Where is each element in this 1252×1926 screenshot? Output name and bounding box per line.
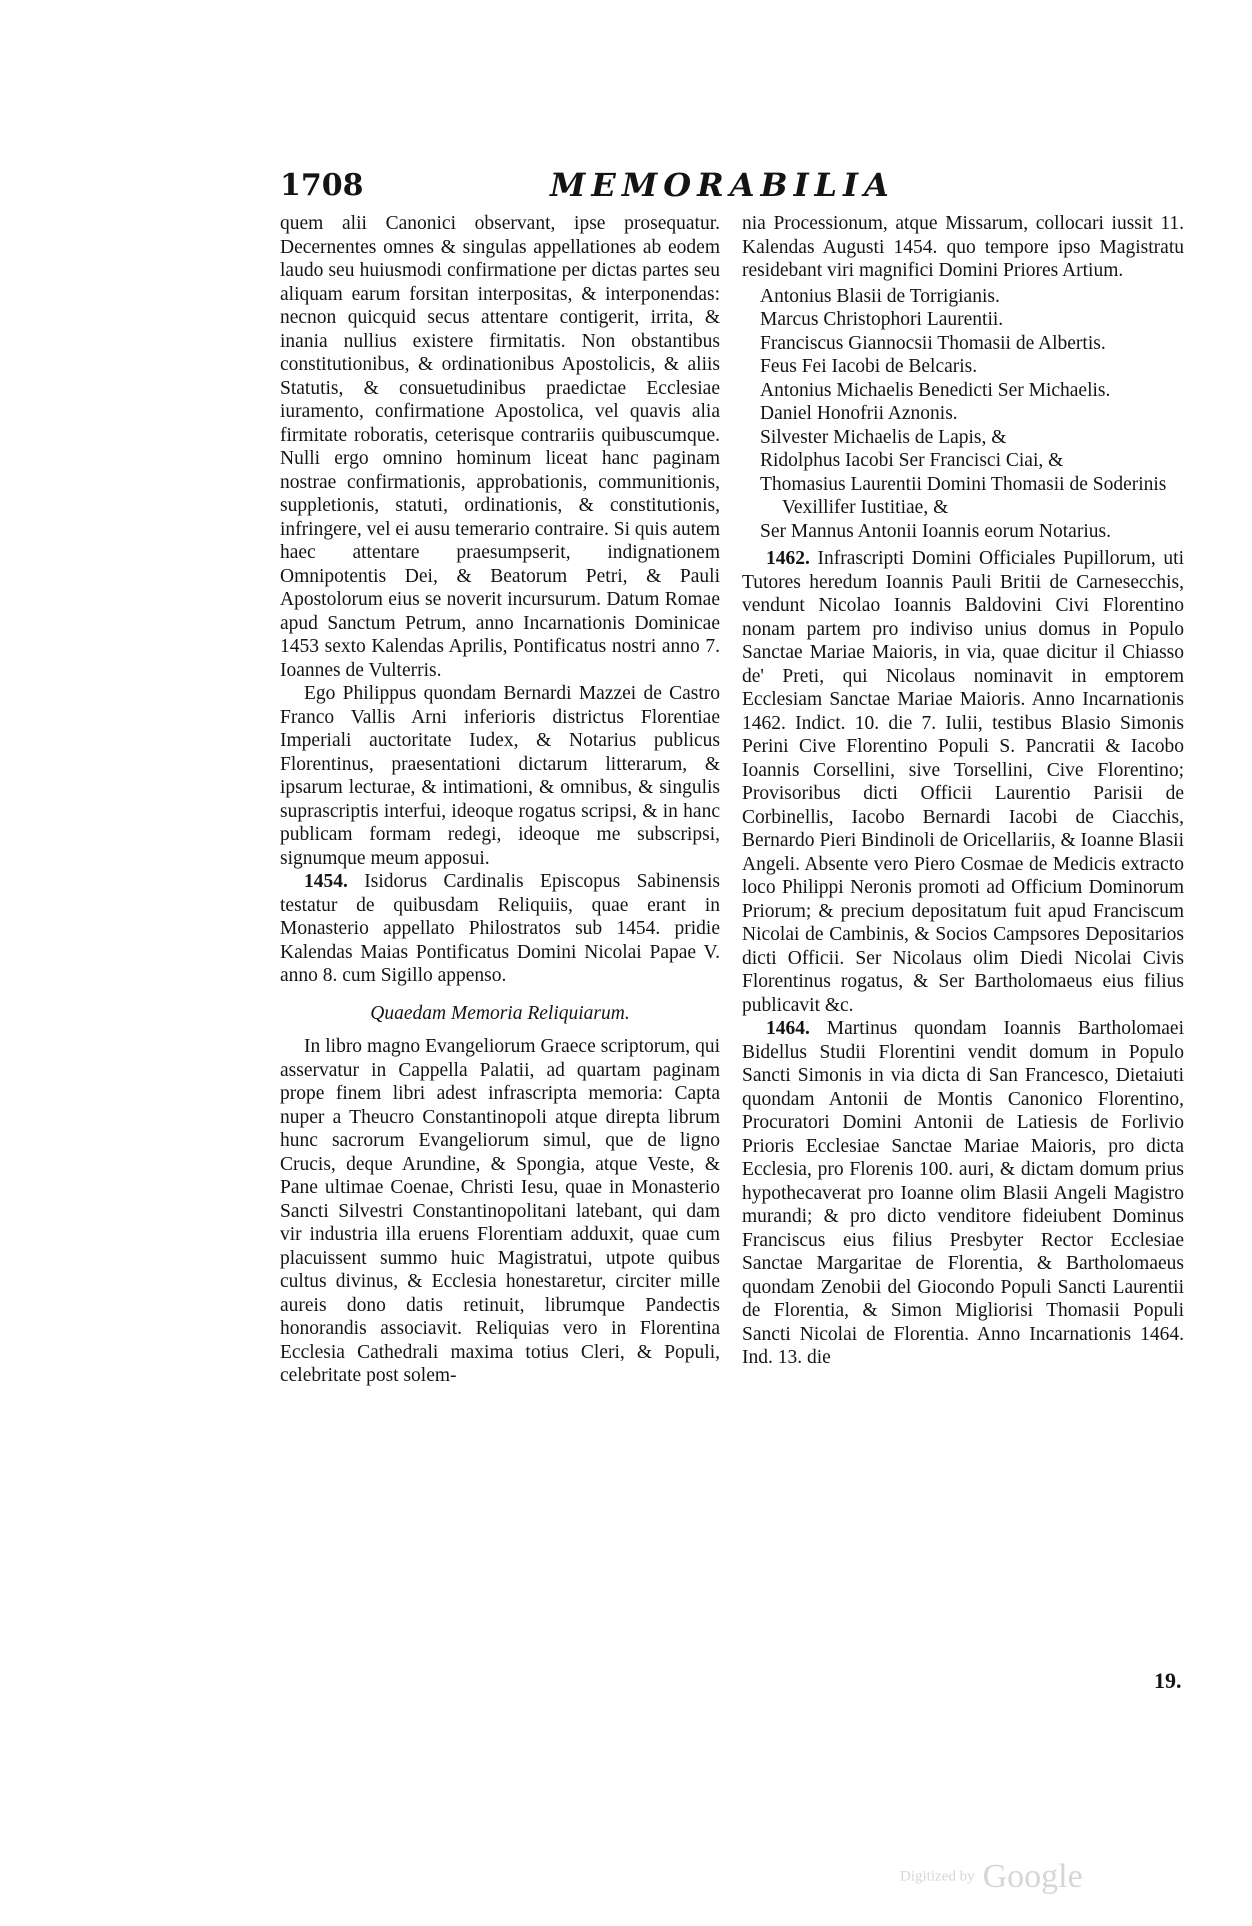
right-paragraph-3-text: Martinus quondam Ioannis Bartholomaei Bidellus Studii Florentini vendit domum in Populo Sancti Simonis in via dicta di San Francesco, Dietaiuti quondam Antonii de Montis Canonico Florentino, Procuratori Domini Antonii de Latiesis de Forlivio Prioris Ecclesiae Sanctae Mariae Maioris, pro dicta Ecclesia, pro Florenis 100. auri, & dictam domum prius hypothecaverat pro Ioanne olim Blasii Angeli Magistro murandi; & pro dicto venditore fideiubent Dominus Franciscus eius filius Presbyter Rector Ecclesiae Sanctae Margaritae de Florentia, & Bartholomaeus quondam Zenobii del Giocondo Populi Sancti Laurentii de Florentia, & Simon Migliorisi Thomasii Populi Sancti Nicolai de Florentia. Anno Incarnationis 1464. Ind. 13. die bbox=[742, 1018, 1185, 1368]
priors-list bbox=[760, 285, 1184, 544]
year-1464: 1464. bbox=[766, 1018, 810, 1039]
digitized-watermark bbox=[900, 1858, 1083, 1896]
running-head: MEMORABILIA bbox=[550, 166, 895, 204]
watermark-prefix: Digitized by bbox=[900, 1868, 975, 1885]
section-heading: Quaedam Memoria Reliquiarum. bbox=[370, 1002, 630, 1024]
page-number: 1708 bbox=[280, 168, 364, 203]
left-column bbox=[280, 212, 720, 1388]
list-item: Feus Fei Iacobi de Belcaris. bbox=[760, 356, 978, 377]
list-item: Antonius Michaelis Benedicti Ser Michaelis. bbox=[760, 379, 1111, 401]
right-paragraph-2-text: Infrascripti Domini Officiales Pupillorum, uti Tutores heredum Ioannis Pauli Britii de Carnesecchis, vendunt Nicolao Ioannis Baldovini Civi Florentino nonam partem pro indiviso unius domus in Populo Sanctae Mariae Maioris, in via, quae dicitur il Chiasso de' Preti, qui Nicolaus nominavit in emptorem Ecclesiam Sanctae Mariae Maioris. Anno Incarnationis 1462. Indict. 10. die 7. Iulii, testibus Blasio Simonis Perini Cive Florentino Populi S. Pancratii & Iacobo Ioannis Corsellini, sive Torsellini, Cive Florentino; Provisoribus dicti Officii Laurentio Parisii de Corbinellis, Iacobo Bernardi Iacobi de Ciacchis, Bernardo Pieri Bindinoli de Oricellariis, & Ioanne Blasii Angeli. Absente vero Piero Cosmae de Medicis extracto loco Philippi Neronis promoti ad Officium Dominorum Priorum; & precium depositatum fuit apud Franciscum Nicolai de Cambinis, & Socios Campsores Depositarios dicti Officii. Ser Nicolaus olim Diedi Nicolai Civis Florentinus rogatus, & Ser Bartholomaeus eius filius publicavit &c. bbox=[742, 548, 1184, 1016]
year-1462: 1462. bbox=[766, 548, 810, 569]
list-item: Ser Mannus Antonii Ioannis eorum Notarius. bbox=[760, 520, 1111, 542]
left-paragraph-1: quem alii Canonici observant, ipse prosequatur. Decernentes omnes & singulas appellationes ab eodem laudo seu huiusmodi confirmatione per dictas partes seu aliquam earum forsitan interpositas, & interponendas: necnon quicquid secus attentare contigerit, irrita, & inania nullius existere firmitatis. Non obstantibus constitutionibus, & ordinationibus Apostolicis, & aliis Statutis, & consuetudinibus praedictae Ecclesiae iuramento, confirmatione Apostolica, vel quavis alia firmitate roboratis, ceterisque contrariis quibuscumque. Nulli ergo omnino hominum liceat hanc paginam nostrae confirmationis, approbationis, communitionis, suppletionis, statuti, ordinationis, & constitutionis, infringere, vel ei ausu temerario contraire. Si quis autem haec attentare praesumpserit, indignationem Omnipotentis Dei, & Beatorum Petri, & Pauli Apostolorum eius se noverit incursurum. Datum Romae apud Sanctum Petrum, anno Incarnationis Dominicae 1453 sexto Kalendas Aprilis, Pontificatus nostri anno 7. Ioannes de Vulterris. bbox=[280, 213, 720, 681]
list-item: Daniel Honofrii Aznonis. bbox=[760, 403, 958, 424]
list-item: Silvester Michaelis de Lapis, & bbox=[760, 426, 1007, 448]
signature-mark: 19. bbox=[1154, 1668, 1182, 1693]
list-item: Antonius Blasii de Torrigianis. bbox=[760, 285, 1000, 307]
left-paragraph-3-text: Isidorus Cardinalis Episcopus Sabinensis testatur de quibusdam Reliquiis, quae erant in Monasterio appellato Philostratos sub 1454. pridie Kalendas Maias Pontificatus Domini Nicolai Papae V. anno 8. cum Sigillo appenso. bbox=[280, 871, 720, 986]
watermark-brand: Google bbox=[982, 1858, 1083, 1895]
left-paragraph-2: Ego Philippus quondam Bernardi Mazzei de Castro Franco Vallis Arni inferioris districtus Florentiae Imperiali auctoritate Iudex, & Notarius publicus Florentinus, praesentationi dictarum litterarum, & ipsarum lecturae, & intimationi, & omnibus, & singulis suprascriptis interfui, ideoque rogatus scripsi, & in hanc publicam formam redegi, ideoque me subscripsi, signumque meum apposui. bbox=[280, 683, 720, 869]
left-paragraph-3 bbox=[280, 870, 720, 988]
list-item: Marcus Christophori Laurentii. bbox=[760, 309, 1004, 330]
page-header bbox=[280, 168, 920, 208]
right-column bbox=[742, 212, 1184, 1370]
right-paragraph-2 bbox=[742, 547, 1184, 1017]
list-item: Ridolphus Iacobi Ser Francisci Ciai, & bbox=[760, 450, 1064, 471]
year-1454: 1454. bbox=[304, 871, 348, 892]
right-paragraph-3 bbox=[742, 1017, 1184, 1370]
list-item: Franciscus Giannocsii Thomasii de Albertis. bbox=[760, 332, 1106, 354]
left-paragraph-4: In libro magno Evangeliorum Graece scriptorum, qui asservatur in Cappella Palatii, ad quartam paginam prope finem libri adest infrascripta memoria: Capta nuper a Theucro Constantinopoli atque direpta librum hunc sacrorum Evangeliorum simul, que de ligno Crucis, deque Arundine, & Spongia, atque Veste, & Pane ultimae Coenae, Christi Iesu, quae in Monasterio Sancti Silvestri Constantinopolitani latebant, qui dam vir industria illa eruens Florentiam adduxit, quae cum placuissent summo huic Magistratui, utpote quibus cultus divinus, & Ecclesia honestaretur, circiter mille aureis dono datis retinuit, librumque Pandectis honorandis associavit. Reliquias vero in Florentina Ecclesia Cathedrali maxima totius Cleri, & Populi, celebritate post solem- bbox=[280, 1036, 720, 1386]
list-item: Thomasius Laurentii Domini Thomasii de Soderinis Vexillifer Iustitiae, & bbox=[760, 473, 1167, 518]
right-paragraph-1: nia Processionum, atque Missarum, collocari iussit 11. Kalendas Augusti 1454. quo tempore ipso Magistratu residebant viri magnifici Domini Priores Artium. bbox=[742, 213, 1184, 281]
